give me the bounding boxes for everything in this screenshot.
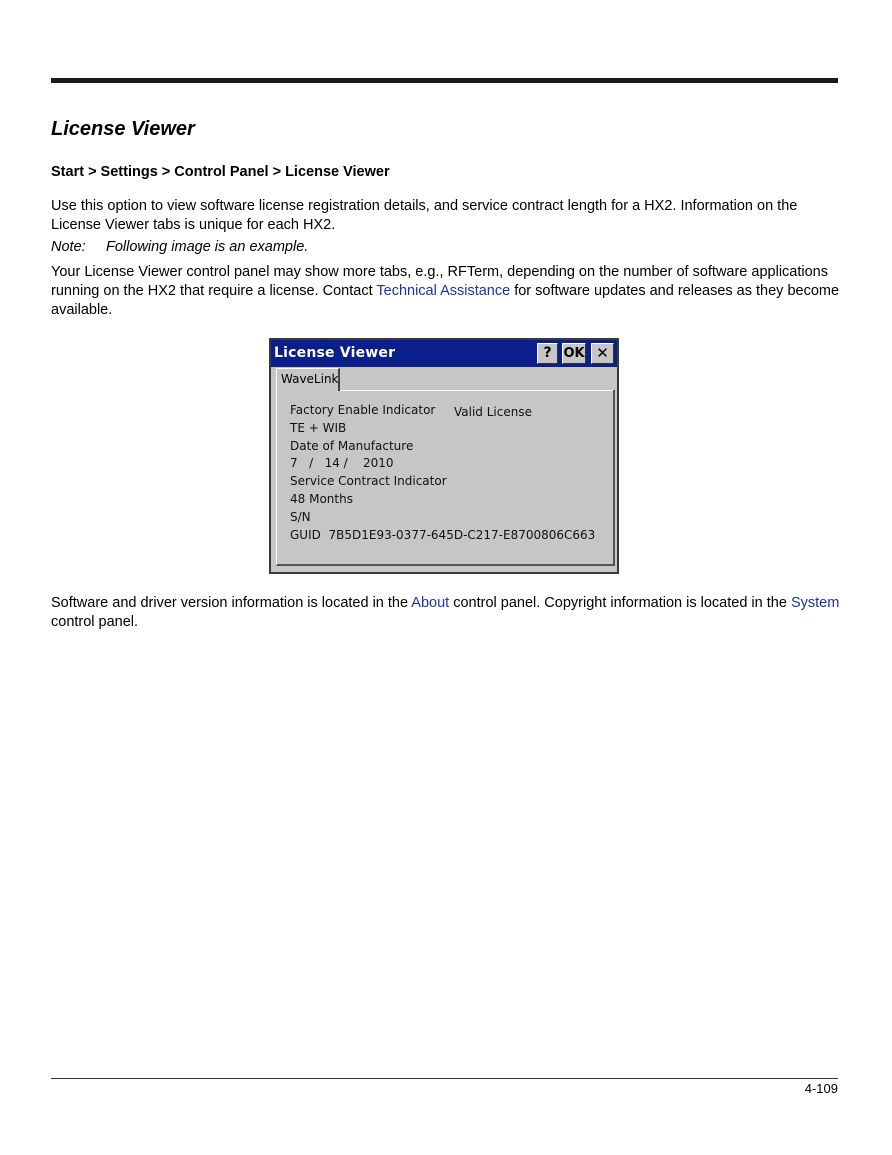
factory-enable-label: Factory Enable Indicator	[290, 403, 436, 417]
service-contract-label: Service Contract Indicator	[290, 474, 447, 488]
note-text: Following image is an example.	[106, 239, 309, 255]
factory-enable-value: TE + WIB	[290, 421, 347, 435]
tabs-paragraph-text-1: Your License Viewer control panel may show more tabs, e.g., RFTerm, depending on the number of software applications running on the HX2 that require a license. Contact	[51, 264, 828, 299]
top-rule	[51, 78, 838, 83]
tab-wavelink[interactable]: WaveLink	[276, 368, 340, 391]
about-paragraph-text-3: control panel.	[51, 614, 139, 630]
note	[51, 239, 308, 255]
ok-button[interactable]: OK	[562, 343, 586, 364]
manufacture-date-value: 7 / 14 / 2010	[290, 456, 394, 470]
page-title: License Viewer	[51, 118, 195, 140]
guid-value: GUID 7B5D1E93-0377-645D-C217-E8700806C663	[290, 528, 596, 542]
service-contract-value: 48 Months	[290, 492, 353, 506]
manufacture-date-label: Date of Manufacture	[290, 439, 414, 453]
serial-number-label: S/N	[290, 510, 311, 524]
about-paragraph-text-2: control panel. Copyright information is located in the	[449, 595, 791, 611]
intro-paragraph: Use this option to view software license registration details, and service contract length for a HX2. Information on the License Viewer tabs is unique for each HX2.	[51, 198, 798, 233]
dialog-titlebar	[271, 340, 617, 367]
tabs-paragraph	[51, 263, 841, 320]
tabs-paragraph-text-2: for software updates and releases as they become available.	[51, 283, 840, 318]
dialog-title: License Viewer	[274, 345, 396, 361]
system-link[interactable]: System	[790, 595, 840, 611]
license-viewer-dialog	[269, 338, 619, 574]
page-number: 4-109	[804, 1081, 838, 1096]
note-label: Note:	[51, 239, 86, 255]
breadcrumb: Start > Settings > Control Panel > License Viewer	[51, 164, 390, 180]
about-link[interactable]: About	[411, 595, 450, 611]
license-status-value: Valid License	[454, 405, 532, 419]
close-icon[interactable]: ✕	[591, 343, 614, 364]
about-paragraph-text-1: Software and driver version information is located in the	[51, 595, 412, 611]
help-button[interactable]: ?	[537, 343, 558, 364]
bottom-rule	[51, 1078, 838, 1079]
about-paragraph	[51, 594, 841, 632]
technical-assistance-link[interactable]: Technical Assistance	[376, 283, 511, 299]
